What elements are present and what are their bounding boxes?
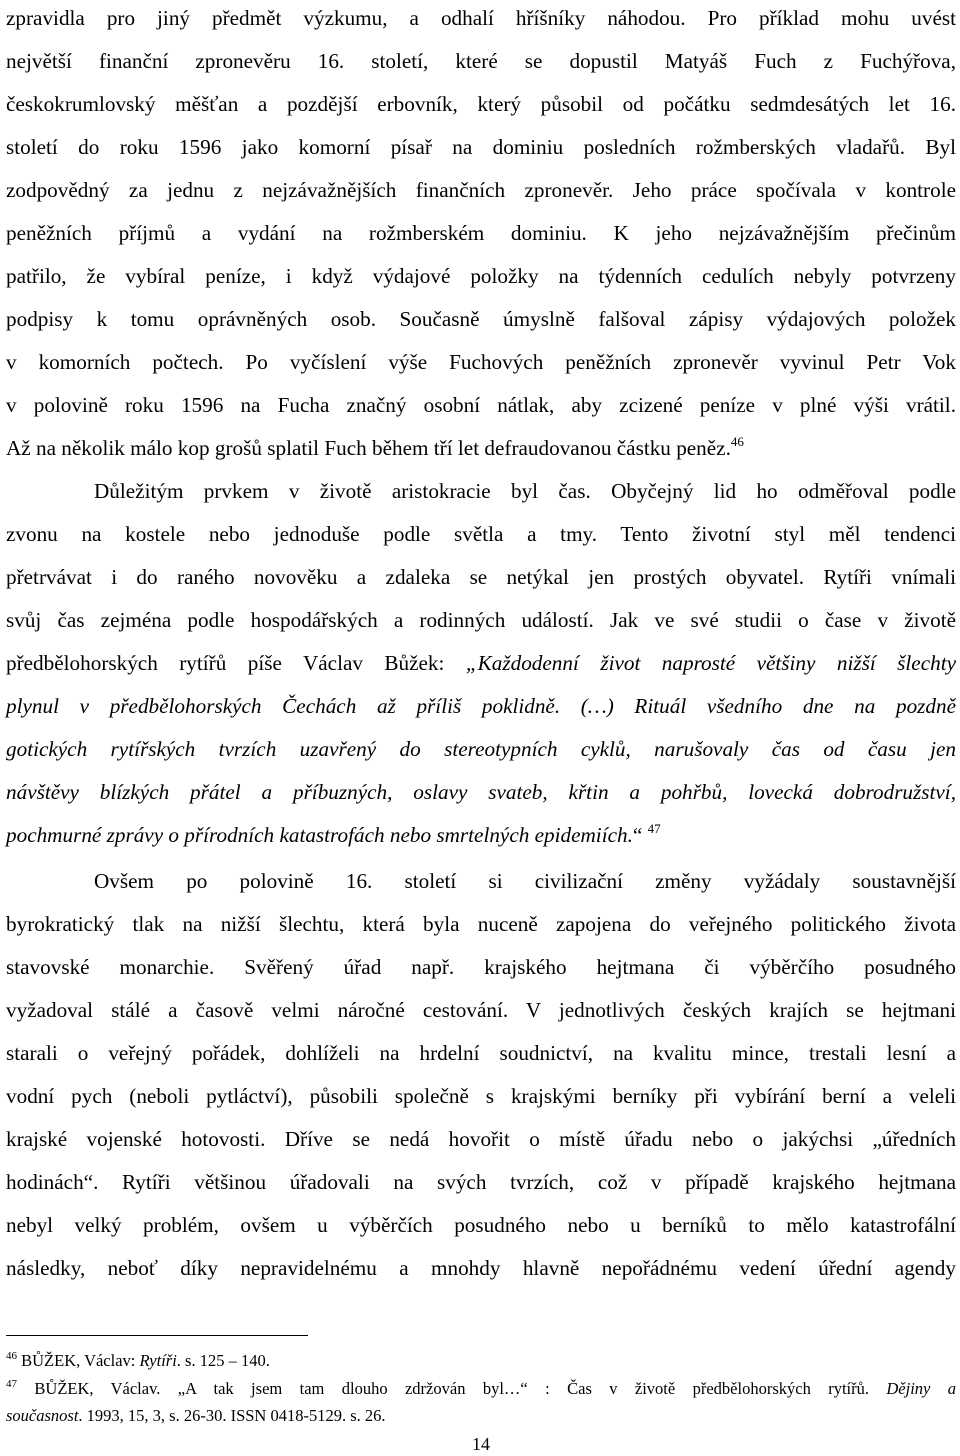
text-line: českokrumlovský měšťan a pozdější erbovník, který působil od počátku sedmdesátých let 16. [6,92,956,116]
footnote-divider [6,1335,308,1336]
text-line: zvonu na kostele nebo jednoduše podle světla a tmy. Tento životní styl měl tendenci [6,522,956,546]
footnote-text: . s. 125 – 140. [176,1351,270,1370]
text-line [6,648,956,678]
footnote-ref-47[interactable]: 47 [647,821,661,836]
footnote-46 [6,1350,956,1372]
footnote-title: současnost [6,1406,79,1425]
text-line [6,820,956,850]
footnote-47-continued [6,1405,956,1427]
quote-span: plynul v předbělohorských Čechách až příliš poklidně. (…) Rituál všedního dne na pozdně [6,694,956,718]
text-line: následky, neboť díky nepravidelnému a mnohdy hlavně nepořádnému vedení úřední agendy [6,1256,956,1280]
text-line: podpisy k tomu oprávněných osob. Současně úmyslně falšoval zápisy výdajových položek [6,307,956,331]
quote-span: gotických rytířských tvrzích uzavřený do stereotypních cyklů, narušovaly čas od času jen [6,737,956,761]
text-line: vodní pych (neboli pytláctví), působili společně s krajskými berníky při vybírání berní a veleli [6,1084,956,1108]
text-span: předbělohorských rytířů píše Václav Bůžek: [6,651,466,675]
text-line [6,691,956,721]
text-line: v komorních počtech. Po vyčíslení výše Fuchových peněžních zpronevěr vyvinul Petr Vok [6,350,956,374]
text-line: byrokratický tlak na nižší šlechtu, která byla nuceně zapojena do veřejného politického života [6,912,956,936]
footnote-number: 47 [6,1378,17,1390]
text-line: zodpovědný za jednu z nejzávažnějších finančních zpronevěr. Jeho práce spočívala v kontrole [6,178,956,202]
quote-span: návštěvy blízkých přátel a příbuzných, oslavy svateb, křtin a pohřbů, lovecká dobrodružství, [6,780,956,804]
text-span: “ [632,823,643,847]
text-span: Až na několik málo kop grošů splatil Fuch během tří let defraudovanou částku peněz. [6,436,731,460]
text-line: nebyl velký problém, ovšem u výběrčích posudného nebo u berníků to mělo katastrofální [6,1213,956,1237]
text-line: přetrvávat i do raného novověku a zdaleka se netýkal jen prostých obyvatel. Rytíři vnímali [6,565,956,589]
text-line: v polovině roku 1596 na Fucha značný osobní nátlak, aby zcizené peníze v plné výši vrátil. [6,393,956,417]
page-number: 14 [472,1434,490,1454]
footnote-title: Dějiny a [886,1379,957,1398]
text-line: svůj čas zejména podle hospodářských a rodinných událostí. Jak ve své studii o čase v životě [6,608,956,632]
text-line: vyžadoval stálé a časově velmi náročné cestování. V jednotlivých českých krajích se hejtmani [6,998,956,1022]
text-line: hodinách“. Rytíři většinou úřadovali na svých tvrzích, což v případě krajského hejtmana [6,1170,956,1194]
text-line [6,433,956,463]
text-line [6,734,956,764]
text-line: peněžních příjmů a vydání na rožmberském dominiu. K jeho nejzávažnějším přečinům [6,221,956,245]
quote-span: pochmurné zprávy o přírodních katastrofách nebo smrtelných epidemiích. [6,823,633,847]
footnote-ref-46[interactable]: 46 [730,434,744,449]
text-line: krajské vojenské hotovosti. Dříve se nedá hovořit o místě úřadu nebo o jakýchsi „úředních [6,1127,956,1151]
quote-span: „Každodenní život naprosté většiny nižší šlechty [465,651,956,675]
text-line: Důležitým prvkem v životě aristokracie byl čas. Obyčejný lid ho odměřoval podle [94,479,956,503]
text-line: Ovšem po polovině 16. století si civilizační změny vyžádaly soustavnější [94,869,956,893]
text-line: největší finanční zpronevěru 16. století, které se dopustil Matyáš Fuch z Fuchýřova, [6,49,956,73]
footnote-title: Rytíři [139,1351,177,1370]
footnote-47 [6,1378,956,1400]
text-line: zpravidla pro jiný předmět výzkumu, a odhalí hříšníky náhodou. Pro příklad mohu uvést [6,6,956,30]
text-line: století do roku 1596 jako komorní písař na dominiu posledních rožmberských vladařů. Byl [6,135,956,159]
footnote-text: BŮŽEK, Václav. „A tak jsem tam dlouho zdržován byl…“ : Čas v životě předbělohorských rytířů. [34,1379,887,1398]
text-line: starali o veřejný pořádek, dohlíželi na hrdelní soudnictví, na kvalitu mince, trestali lesní a [6,1041,956,1065]
footnote-text: . 1993, 15, 3, s. 26-30. ISSN 0418-5129. s. 26. [78,1406,386,1425]
text-line: stavovské monarchie. Svěřený úřad např. krajského hejtmana či výběrčího posudného [6,955,956,979]
text-line [6,777,956,807]
footnote-text: BŮŽEK, Václav: [21,1351,140,1370]
footnote-number: 46 [6,1350,17,1362]
text-line: patřilo, že vybíral peníze, i když výdajové položky na týdenních cedulích nebyly potvrzeny [6,264,956,288]
